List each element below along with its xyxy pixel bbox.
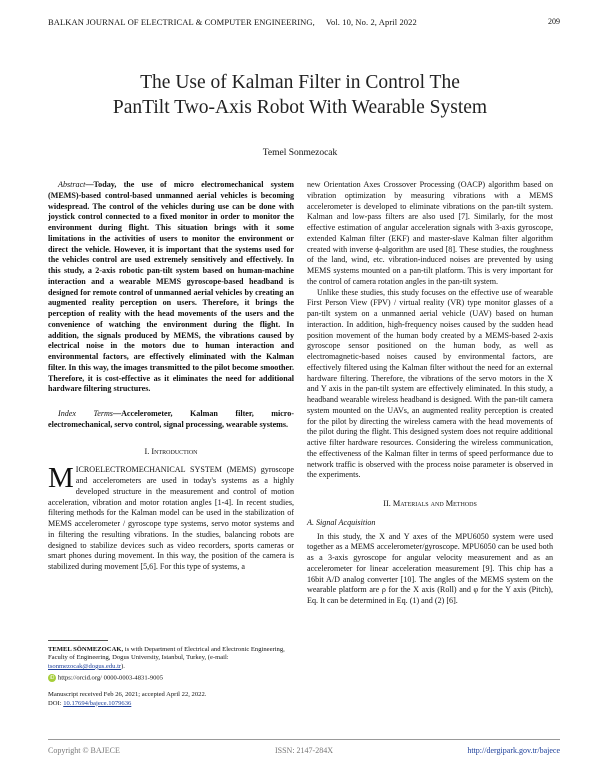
left-column (48, 180, 294, 573)
title-line-1: The Use of Kalman Filter in Control The (140, 72, 460, 93)
abstract-text: —Today, the use of micro electromechanical system (MEMS)-based control-based unmanned aerial vehicles is becoming widespread. The control of the vehicles during use can be done with joystick control connected to a fixed monitor in order to monitor the environment during flight. This situation brings with it some limitations in the activities of users to monitor the environment or direct the vehicle. However, it is important that the systems used for the vehicles control are used extremely sensitively and effectively. In this study, a 2-axis robotic pan-tilt system based on human-machine interaction and a wearable MEMS gyroscope-based headband is designed for remote control of unmanned aerial vehicles by creating an augmented reality perception on users. Therefore, it brings the perception of reality with the head movements of the users and the convenience of watching the environment during the flight. In addition, the signals produced by MEMS, the vibrations caused by electrical noise in the motors due to human interaction and environmental factors, are effectively eliminated with the Kalman filter. In this way, the images transmitted to the pilot become smoother. Therefore, it is cost-effective as it eliminates the need for additional hardware filtering structures. (48, 180, 294, 394)
page-footer (48, 746, 560, 758)
author-name: Temel Sonmezocak (262, 148, 338, 158)
footnote (48, 646, 294, 708)
section-number: I. (144, 446, 152, 456)
intro-paragraph (48, 462, 294, 573)
section-heading-introduction (48, 447, 294, 458)
section-title: Materials and Methods (392, 499, 477, 508)
footnote-rule (48, 640, 108, 641)
page-number: 209 (548, 17, 560, 26)
footnote-author: TEMEL SÖNMEZOCAK, (48, 646, 124, 653)
abstract-label: Abstract (58, 180, 86, 189)
doi-link[interactable]: 10.17694/bajece.1079636 (63, 699, 132, 707)
right-paragraph-1: new Orientation Axes Crossover Processing (OACP) algorithm based on vibration optimization by measuring vibrations with a MEMS accelerometer is developed to eliminate vibrations on the pan-tilt system. Kalman and low-pass filters are also used [7]. Similarly, for the most effective estimation of angular acceleration signals with 3-axis gyroscope, extended Kalman filter (EKF) and master-slave Kalman filter algorithm created with inverse ϕ-algorithm are used [8]. These studies, the roughness of the land, wind, etc. vibration-induced noises are prevented by using MEMS systems mounted on a pan-tilt platform. This is very important for the control of camera rotation angles in the pan-tilt system. (307, 180, 553, 286)
manuscript-dates: Manuscript received Feb 26, 2021; accepted April 22, 2022. (48, 691, 207, 699)
index-terms-label: Index Terms (58, 409, 113, 418)
doi-line: DOI: 10.17694/bajece.1079636 (48, 699, 132, 707)
running-header (48, 17, 560, 29)
intro-text: ICROELECTROMECHANICAL SYSTEM (MEMS) gyroscope and accelerometers are used in today's systems as a highly developed structure in the measurement and control of motion acceleration, vibration and motor rotation angles [1-4]. In recent studies, filtering methods for the Kalman model can be used in the stabilization of MEMS accelerometer / gyroscope type systems, servo motor systems and in filtering the resulting vibrations. In the studies, balancing robots are designed to stabilize devices such as video recorders, sports cameras or smart phones during movement. In this way, the position of the camera is stabilized during movement [5,6]. For this type of systems, a (48, 465, 294, 571)
footer-issn: ISSN: 2147-284X (274, 746, 333, 755)
orcid-icon: iD (49, 675, 55, 682)
orcid-line (48, 674, 294, 683)
journal-header: BALKAN JOURNAL OF ELECTRICAL & COMPUTER ENGINEERING, Vol. 10, No. 2, April 2022 (48, 17, 417, 27)
right-paragraph-2: Unlike these studies, this study focuses on the effective use of wearable First Person View (FPV) / virtual reality (VR) type monitor glasses of a pan-tilt system on a unmanned aerial vehicle (UAV) based on human interaction. In addition, high-frequency noises caused by the sudden head position movement of the human body created by a MEMS-based 2-axis gyroscope sensor positioned on the human body, as well as electromagnetic-based noises caused by environmental factors, are effectively filtered using the Kalman filter without the need for an external hardware filtering. Therefore, the vibrations of the servo motors in the X and Y axis in the pan-tilt system are effectively eliminated. In this study, a headband wearable wireless headband is designed. With the pan-tilt camera system mounted on the UAVs, an augmented reality perception is created for the pilot by directing the wireless camera with the head movements of the pilot during the flight. This designed system does not require additional active filter hardware resources. Considering the wireless communication, the effectiveness of the Kalman filter in terms of speed performance due to network traffic is observed with the process noise parameter is observed in the experiments. (307, 287, 553, 480)
title-line-2: PanTilt Two-Axis Robot With Wearable System (112, 97, 488, 118)
section-heading-materials (307, 499, 553, 510)
right-paragraph-3: In this study, the X and Y axes of the MPU6050 system were used together as a MEMS accelerometer/gyroscope. MPU6050 can be used both as a 3-axis gyroscope for angular velocity measurement and as an accelerometer for linear acceleration measurement [9]. This chip has a 16bit A/D analog converter [10]. The angles of the MEMS system on the wearable platform are ρ for the X axis (Roll) and φ for the Y axis (Pitch), Eq. It can be determined in Eq. (1) and (2) [6]. (307, 531, 553, 605)
index-terms (48, 409, 294, 431)
footer-rule (48, 739, 560, 740)
author-affiliation: TEMEL SÖNMEZOCAK, is with Department of Electrical and Electronic Engineering, Faculty of Engineering, Dogus University, Istanbul, Turkey, (e-mail: tsonmezocak@dogus.edu.tr). (48, 646, 285, 670)
right-column (307, 180, 553, 607)
subsection-heading: A. Signal Acquisition (307, 517, 376, 527)
section-title: Introduction (151, 446, 198, 456)
index-terms-text: —Accelerometer, Kalman filter, micro-electromechanical, servo control, signal processing, wearable systems. (48, 409, 294, 429)
drop-cap: M (48, 462, 74, 495)
footer-copyright: Copyright © BAJECE (48, 746, 120, 755)
author-email-link[interactable]: tsonmezocak@dogus.edu.tr (48, 662, 122, 670)
orcid-link[interactable]: https://orcid.org/ 0000-0003-4831-9005 (58, 674, 164, 682)
section-number: II. (383, 499, 393, 508)
footer-url-link[interactable]: http://dergipark.gov.tr/bajece (467, 746, 560, 755)
paper-title (30, 70, 570, 120)
abstract (48, 180, 294, 395)
